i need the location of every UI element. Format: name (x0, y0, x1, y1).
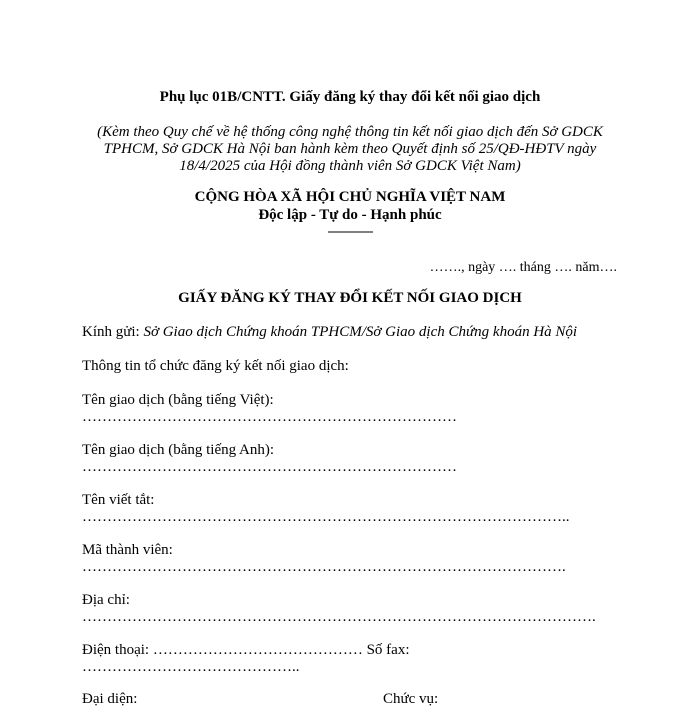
field-label-name-vn: Tên giao dịch (bằng tiếng Việt): (82, 392, 274, 408)
recipient-label: Kính gửi: (82, 324, 144, 340)
field-input-abbrev[interactable]: …………………………………………………………………………………….. (82, 509, 570, 525)
regulation-note-line: 18/4/2025 của Hội đồng thành viên Sở GDCK Việt Nam) (179, 158, 521, 174)
regulation-note (0, 124, 700, 175)
field-label-fax: Số fax: (362, 642, 410, 658)
field-input-name-vn[interactable]: ………………………………………………………………… (82, 409, 457, 425)
recipient-line (82, 323, 577, 341)
field-label-name-en: Tên giao dịch (bằng tiếng Anh): (82, 442, 275, 458)
national-motto: Độc lập - Tự do - Hạnh phúc (258, 207, 442, 223)
field-label-phone: Điện thoại: (82, 642, 153, 658)
regulation-note-line: TPHCM, Sở GDCK Hà Nội ban hành kèm theo Quyết định số 25/QĐ-HĐTV ngày (103, 141, 597, 157)
motto-separator: --------------- (327, 224, 373, 238)
field-label-member-code: Mã thành viên: (82, 542, 173, 558)
field-label-abbrev: Tên viết tắt: (82, 492, 155, 508)
phone-fax-line (82, 641, 410, 659)
regulation-note-line: (Kèm theo Quy chế về hệ thống công nghệ thông tin kết nối giao dịch đến Sở GDCK (97, 124, 603, 140)
info-heading: Thông tin tổ chức đăng ký kết nối giao dịch: (82, 358, 349, 374)
field-input-member-code[interactable]: ……………………………………………………………………………………. (82, 559, 566, 575)
document-title: GIẤY ĐĂNG KÝ THAY ĐỔI KẾT NỐI GIAO DỊCH (178, 290, 522, 306)
field-label-position: Chức vụ: (383, 691, 439, 707)
field-input-address[interactable]: …………………………………………………………………………………………. (82, 609, 596, 625)
field-label-representative: Đại diện: (82, 691, 138, 707)
recipient-value: Sở Giao dịch Chứng khoán TPHCM/Sở Giao dịch Chứng khoán Hà Nội (143, 324, 578, 340)
field-input-fax[interactable]: …………………………………….. (82, 659, 300, 675)
field-label-address: Địa chỉ: (82, 592, 130, 608)
field-input-name-en[interactable]: ………………………………………………………………… (82, 459, 457, 475)
national-title: CỘNG HÒA XÃ HỘI CHỦ NGHĨA VIỆT NAM (194, 189, 506, 205)
appendix-title: Phụ lục 01B/CNTT. Giấy đăng ký thay đổi kết nối giao dịch (159, 89, 541, 105)
date-line: ……., ngày …. tháng …. năm…. (429, 260, 617, 275)
field-input-phone[interactable]: …………………………………… (152, 642, 363, 658)
